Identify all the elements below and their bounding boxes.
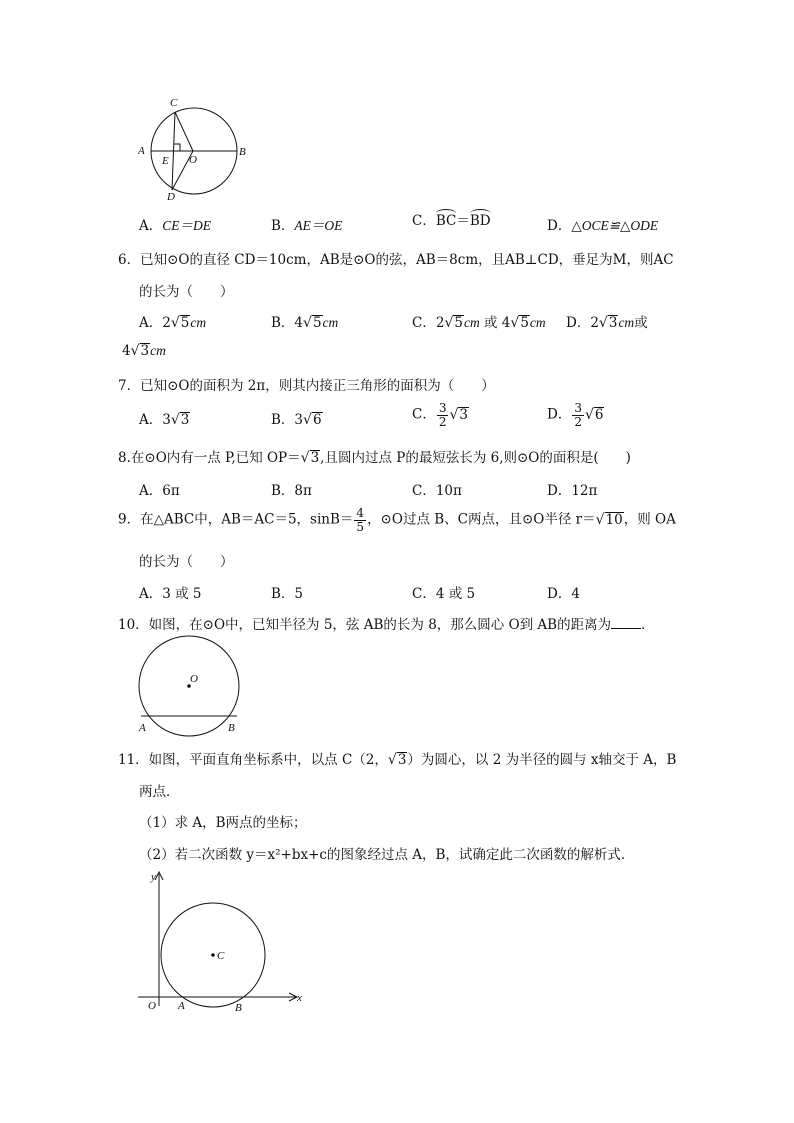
- q11-label-b: B: [235, 1002, 242, 1014]
- q5-option-c: C．BC＝BD: [412, 209, 491, 229]
- q9-option-a: A．3 或 5: [139, 586, 202, 602]
- q11-label-c: C: [217, 950, 225, 962]
- q11-label-y: y: [151, 871, 156, 883]
- q11-label-x: x: [297, 992, 302, 1004]
- q6-option-d: D．2√3cm或: [566, 315, 648, 331]
- q8-option-d: D．12π: [547, 483, 598, 499]
- q11-part1: （1）求 A，B两点的坐标；: [139, 815, 307, 831]
- q5-label-c: C: [170, 97, 178, 109]
- q11-label-a: A: [178, 1000, 185, 1012]
- q5-label-d: D: [167, 191, 175, 203]
- q8-stem: 8.在⊙O内有一点 P,已知 OP＝√3,且圆内过点 P的最短弦长为 6,则⊙O的面积是( ): [118, 450, 631, 466]
- q11-part2: （2）若二次函数 y＝x²+bx+c的图象经过点 A，B，试确定此二次函数的解析式．: [139, 847, 635, 863]
- q6-stem-line1: 6．已知⊙O的直径 CD＝10cm，AB是⊙O的弦，AB＝8cm，且AB⊥CD，垂足为M，则AC: [118, 252, 674, 268]
- q10-figure: [130, 635, 250, 739]
- q10-answer-blank[interactable]: [611, 616, 641, 629]
- q8-option-b: B．8π: [271, 483, 312, 499]
- q6-option-b: B．4√5cm: [271, 315, 339, 331]
- q5-option-a: A．CE＝DE: [139, 218, 211, 234]
- q6-option-c: C．2√5cm 或 4√5cm: [412, 315, 546, 331]
- q5-right-angle-mark: [174, 144, 180, 151]
- q11-figure: [138, 866, 308, 1016]
- q9-stem-line1: 9．在△ABC中，AB＝AC＝5，sinB＝ $\frac{4}{5}$ ，⊙O过点 B、C两点，且⊙O半径 r＝√10，则 OA: [118, 506, 676, 534]
- q5-label-o: O: [189, 154, 197, 166]
- q9-option-c: C．4 或 5: [412, 586, 476, 602]
- q8-option-c: C．10π: [412, 483, 462, 499]
- q9-stem-line2: 的长为（ ）: [139, 554, 234, 570]
- q11-stem-line1: 11．如图，平面直角坐标系中，以点 C（2，√3）为圆心，以 2 为半径的圆与 x轴交于 A，B: [118, 752, 677, 768]
- q5-option-d: D．△OCE≌△ODE: [547, 218, 659, 234]
- q7-option-b: B．3√6: [271, 412, 322, 428]
- q5-label-e: E: [162, 155, 169, 167]
- q9-option-d: D．4: [547, 586, 580, 602]
- q7-option-a: A．3√3: [139, 412, 190, 428]
- q9-option-b: B．5: [271, 586, 304, 602]
- q11-label-o: O: [148, 1000, 156, 1012]
- q5-option-b: B．AE＝OE: [271, 218, 343, 234]
- q5-label-b: B: [239, 146, 246, 158]
- q10-stem: 10．如图，在⊙O中，已知半径为 5，弦 AB的长为 8，那么圆心 O到 AB的距离为 ．: [118, 617, 655, 633]
- q8-option-a: A．6π: [139, 483, 180, 499]
- q5-figure: [132, 92, 262, 204]
- q7-stem: 7．已知⊙O的面积为 2π，则其内接正三角形的面积为（ ）: [118, 378, 495, 394]
- q10-label-b: B: [228, 722, 235, 734]
- q5-segment-co: [175, 112, 193, 151]
- q6-stem-line2: 的长为（ ）: [139, 284, 234, 300]
- q6-option-d-cont: 4√3cm: [122, 343, 166, 359]
- q7-option-c: C． $\frac{3}{2}$ √3: [412, 401, 468, 429]
- q10-label-a: A: [139, 722, 146, 734]
- q7-option-d: D． $\frac{3}{2}$ √6: [547, 401, 604, 429]
- q5-label-a: A: [138, 145, 145, 157]
- q10-label-o: O: [190, 673, 198, 685]
- q11-center-point: [211, 953, 215, 957]
- q6-option-a: A．2√5cm: [139, 315, 207, 331]
- q11-stem-line2: 两点．: [139, 784, 180, 800]
